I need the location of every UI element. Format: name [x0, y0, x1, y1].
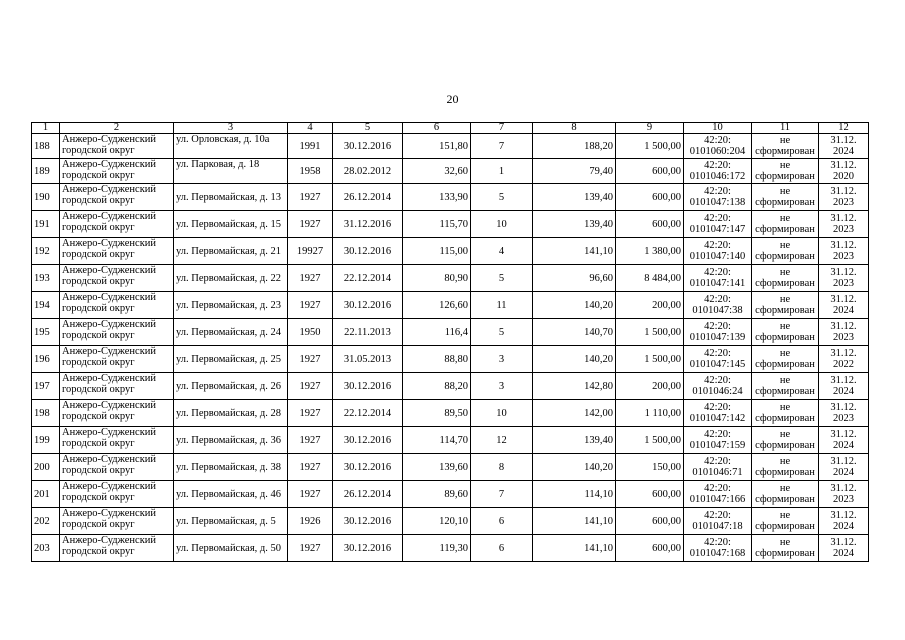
table-cell: не сформирован: [752, 265, 819, 292]
table-cell: 191: [32, 211, 60, 238]
table-cell: 196: [32, 346, 60, 373]
table-cell: 200,00: [616, 373, 684, 400]
table-cell: Анжеро-Судженский городской округ: [60, 346, 174, 373]
table-cell: 88,20: [403, 373, 471, 400]
table-cell: 31.12. 2023: [819, 184, 869, 211]
table-cell: 11: [471, 292, 533, 319]
table-cell: не сформирован: [752, 346, 819, 373]
table-cell: 42:20: 0101046:71: [684, 454, 752, 481]
table-row: [32, 238, 869, 265]
table-cell: 3: [471, 346, 533, 373]
table-cell: 19927: [288, 238, 333, 265]
table-cell: 1927: [288, 211, 333, 238]
table-cell: 203: [32, 535, 60, 562]
table-cell: 88,80: [403, 346, 471, 373]
table-cell: 116,4: [403, 319, 471, 346]
table-cell: 31.12.2016: [333, 211, 403, 238]
table-cell: 140,20: [533, 454, 616, 481]
table-cell: 42:20: 0101047:141: [684, 265, 752, 292]
table-cell: не сформирован: [752, 159, 819, 184]
table-cell: 600,00: [616, 535, 684, 562]
table-cell: 600,00: [616, 184, 684, 211]
table-cell: не сформирован: [752, 319, 819, 346]
table-cell: 30.12.2016: [333, 427, 403, 454]
table-cell: 1927: [288, 400, 333, 427]
table-cell: 31.12. 2023: [819, 481, 869, 508]
table-cell: ул. Первомайская, д. 25: [174, 346, 288, 373]
table-row: [32, 427, 869, 454]
table-cell: 193: [32, 265, 60, 292]
table-cell: 195: [32, 319, 60, 346]
table-cell: ул. Первомайская, д. 28: [174, 400, 288, 427]
table-cell: 42:20: 0101047:142: [684, 400, 752, 427]
table-cell: Анжеро-Судженский городской округ: [60, 427, 174, 454]
table-cell: 42:20: 0101060:204: [684, 134, 752, 159]
table-cell: 89,50: [403, 400, 471, 427]
table-cell: 31.12. 2023: [819, 265, 869, 292]
table-cell: 1950: [288, 319, 333, 346]
table-cell: 126,60: [403, 292, 471, 319]
table-cell: 10: [471, 211, 533, 238]
table-cell: 6: [471, 508, 533, 535]
table-cell: 26.12.2014: [333, 481, 403, 508]
table-row: [32, 184, 869, 211]
table-cell: 192: [32, 238, 60, 265]
table-cell: Анжеро-Судженский городской округ: [60, 508, 174, 535]
table-cell: 42:20: 0101046:24: [684, 373, 752, 400]
table-cell: 31.12. 2023: [819, 238, 869, 265]
table-cell: 142,80: [533, 373, 616, 400]
table-cell: Анжеро-Судженский городской округ: [60, 265, 174, 292]
table-row: [32, 265, 869, 292]
table-cell: 31.12. 2020: [819, 159, 869, 184]
table-cell: 42:20: 0101047:166: [684, 481, 752, 508]
table-row: [32, 508, 869, 535]
register-table: [31, 122, 869, 562]
table-cell: 140,70: [533, 319, 616, 346]
table-cell: 1 500,00: [616, 427, 684, 454]
table-cell: 30.12.2016: [333, 454, 403, 481]
table-cell: 42:20: 0101047:140: [684, 238, 752, 265]
table-cell: 600,00: [616, 159, 684, 184]
table-cell: 198: [32, 400, 60, 427]
table-cell: 31.12. 2022: [819, 346, 869, 373]
table-cell: 114,70: [403, 427, 471, 454]
table-row: [32, 292, 869, 319]
table-cell: 1927: [288, 454, 333, 481]
table-cell: не сформирован: [752, 211, 819, 238]
table-cell: ул. Первомайская, д. 21: [174, 238, 288, 265]
table-cell: 200: [32, 454, 60, 481]
table-row: [32, 319, 869, 346]
table-cell: 31.12. 2024: [819, 373, 869, 400]
table-cell: 1: [471, 159, 533, 184]
table-cell: 199: [32, 427, 60, 454]
table-cell: Анжеро-Судженский городской округ: [60, 319, 174, 346]
table-cell: 201: [32, 481, 60, 508]
table-cell: 1958: [288, 159, 333, 184]
table-cell: ул. Первомайская, д. 36: [174, 427, 288, 454]
table-cell: 31.12. 2024: [819, 292, 869, 319]
table-cell: 22.12.2014: [333, 265, 403, 292]
table-cell: 80,90: [403, 265, 471, 292]
table-cell: Анжеро-Судженский городской округ: [60, 400, 174, 427]
table-cell: 31.12. 2024: [819, 535, 869, 562]
column-header: 2: [60, 123, 174, 134]
table-cell: 30.12.2016: [333, 292, 403, 319]
table-cell: 188,20: [533, 134, 616, 159]
table-cell: 31.12. 2024: [819, 427, 869, 454]
table-cell: ул. Первомайская, д. 5: [174, 508, 288, 535]
table-cell: 188: [32, 134, 60, 159]
table-cell: 115,00: [403, 238, 471, 265]
table-cell: 5: [471, 184, 533, 211]
table-cell: не сформирован: [752, 427, 819, 454]
column-header: 12: [819, 123, 869, 134]
table-cell: 194: [32, 292, 60, 319]
table-cell: 5: [471, 319, 533, 346]
table-cell: 139,60: [403, 454, 471, 481]
table-cell: 6: [471, 535, 533, 562]
column-header: 3: [174, 123, 288, 134]
table-cell: не сформирован: [752, 238, 819, 265]
table-cell: 142,00: [533, 400, 616, 427]
table-cell: 5: [471, 265, 533, 292]
table-cell: 31.12. 2024: [819, 134, 869, 159]
table-cell: 42:20: 0101047:18: [684, 508, 752, 535]
table-cell: 189: [32, 159, 60, 184]
table-cell: 31.12. 2023: [819, 211, 869, 238]
table-cell: не сформирован: [752, 508, 819, 535]
table-cell: 30.12.2016: [333, 134, 403, 159]
table-cell: 31.12. 2023: [819, 319, 869, 346]
table-cell: 600,00: [616, 481, 684, 508]
table-cell: ул. Первомайская, д. 50: [174, 535, 288, 562]
table-cell: не сформирован: [752, 535, 819, 562]
table-cell: 12: [471, 427, 533, 454]
table-cell: 202: [32, 508, 60, 535]
table-cell: 28.02.2012: [333, 159, 403, 184]
table-cell: Анжеро-Судженский городской округ: [60, 211, 174, 238]
table-cell: 139,40: [533, 211, 616, 238]
table-cell: 115,70: [403, 211, 471, 238]
table-cell: ул. Первомайская, д. 46: [174, 481, 288, 508]
column-header: 9: [616, 123, 684, 134]
table-cell: 7: [471, 134, 533, 159]
table-cell: ул. Первомайская, д. 13: [174, 184, 288, 211]
table-cell: 42:20: 0101047:145: [684, 346, 752, 373]
table-cell: 150,00: [616, 454, 684, 481]
table-cell: Анжеро-Судженский городской округ: [60, 454, 174, 481]
table-cell: 30.12.2016: [333, 535, 403, 562]
table-cell: не сформирован: [752, 454, 819, 481]
table-cell: 3: [471, 373, 533, 400]
table-cell: ул. Первомайская, д. 22: [174, 265, 288, 292]
table-cell: 141,10: [533, 535, 616, 562]
table-cell: 151,80: [403, 134, 471, 159]
table-cell: Анжеро-Судженский городской округ: [60, 184, 174, 211]
table-cell: 1 500,00: [616, 134, 684, 159]
table-cell: 1927: [288, 427, 333, 454]
table-cell: 120,10: [403, 508, 471, 535]
table-cell: 200,00: [616, 292, 684, 319]
table-cell: 8 484,00: [616, 265, 684, 292]
table-cell: 140,20: [533, 346, 616, 373]
table-cell: 197: [32, 373, 60, 400]
table-cell: 32,60: [403, 159, 471, 184]
table-row: [32, 211, 869, 238]
table-cell: 42:20: 0101047:38: [684, 292, 752, 319]
table-cell: Анжеро-Судженский городской округ: [60, 292, 174, 319]
table-cell: 141,10: [533, 508, 616, 535]
column-header: 6: [403, 123, 471, 134]
table-cell: ул. Первомайская, д. 23: [174, 292, 288, 319]
table-cell: 4: [471, 238, 533, 265]
table-cell: 31.12. 2023: [819, 400, 869, 427]
table-cell: 133,90: [403, 184, 471, 211]
table-cell: не сформирован: [752, 184, 819, 211]
table-cell: не сформирован: [752, 292, 819, 319]
table-cell: 7: [471, 481, 533, 508]
table-cell: ул. Первомайская, д. 26: [174, 373, 288, 400]
table-cell: 10: [471, 400, 533, 427]
table-cell: 30.12.2016: [333, 508, 403, 535]
column-header: 11: [752, 123, 819, 134]
table-cell: Анжеро-Судженский городской округ: [60, 134, 174, 159]
column-header: 8: [533, 123, 616, 134]
table-cell: 1 500,00: [616, 319, 684, 346]
table-row: [32, 454, 869, 481]
table-cell: 26.12.2014: [333, 184, 403, 211]
table-cell: ул. Первомайская, д. 24: [174, 319, 288, 346]
table-row: [32, 400, 869, 427]
table-row: [32, 373, 869, 400]
table-cell: 42:20: 0101047:168: [684, 535, 752, 562]
table-cell: 139,40: [533, 184, 616, 211]
table-cell: 42:20: 0101047:138: [684, 184, 752, 211]
table-cell: 31.12. 2024: [819, 454, 869, 481]
table-cell: ул. Первомайская, д. 38: [174, 454, 288, 481]
table-cell: 600,00: [616, 508, 684, 535]
table-cell: 42:20: 0101047:147: [684, 211, 752, 238]
table-cell: 31.12. 2024: [819, 508, 869, 535]
table-cell: 30.12.2016: [333, 373, 403, 400]
table-cell: 1991: [288, 134, 333, 159]
table-body: [32, 134, 869, 562]
table-cell: 22.12.2014: [333, 400, 403, 427]
column-header: 1: [32, 123, 60, 134]
table-cell: не сформирован: [752, 481, 819, 508]
table-cell: 600,00: [616, 211, 684, 238]
table-cell: 1927: [288, 535, 333, 562]
table-cell: Анжеро-Судженский городской округ: [60, 159, 174, 184]
table-cell: Анжеро-Судженский городской округ: [60, 535, 174, 562]
table-cell: 1 500,00: [616, 346, 684, 373]
column-header: 5: [333, 123, 403, 134]
table-row: [32, 159, 869, 184]
column-header: 10: [684, 123, 752, 134]
table-cell: 1927: [288, 265, 333, 292]
table-cell: 22.11.2013: [333, 319, 403, 346]
table-cell: ул. Парковая, д. 18: [174, 159, 288, 184]
table-cell: 1926: [288, 508, 333, 535]
table-cell: 1927: [288, 346, 333, 373]
table-cell: 139,40: [533, 427, 616, 454]
table-cell: 1 110,00: [616, 400, 684, 427]
table-cell: 141,10: [533, 238, 616, 265]
table-cell: 1 380,00: [616, 238, 684, 265]
table-cell: 1927: [288, 481, 333, 508]
table-cell: не сформирован: [752, 373, 819, 400]
table-cell: 1927: [288, 373, 333, 400]
table-row: [32, 535, 869, 562]
table-cell: Анжеро-Судженский городской округ: [60, 373, 174, 400]
table-cell: 31.05.2013: [333, 346, 403, 373]
page-number: 20: [446, 92, 459, 106]
table-cell: 42:20: 0101047:139: [684, 319, 752, 346]
table-cell: ул. Первомайская, д. 15: [174, 211, 288, 238]
table-cell: 1927: [288, 292, 333, 319]
table-cell: 42:20: 0101046:172: [684, 159, 752, 184]
table-cell: 89,60: [403, 481, 471, 508]
table-cell: ул. Орловская, д. 10а: [174, 134, 288, 159]
column-header: 7: [471, 123, 533, 134]
table-cell: 42:20: 0101047:159: [684, 427, 752, 454]
table-cell: не сформирован: [752, 134, 819, 159]
table-cell: 119,30: [403, 535, 471, 562]
table-cell: Анжеро-Судженский городской округ: [60, 238, 174, 265]
table-cell: 1927: [288, 184, 333, 211]
table-cell: 8: [471, 454, 533, 481]
table-row: [32, 134, 869, 159]
header-row: [32, 123, 869, 134]
table-cell: 190: [32, 184, 60, 211]
table-cell: 114,10: [533, 481, 616, 508]
column-header: 4: [288, 123, 333, 134]
table-cell: 30.12.2016: [333, 238, 403, 265]
table-cell: 96,60: [533, 265, 616, 292]
table-cell: 79,40: [533, 159, 616, 184]
table-cell: 140,20: [533, 292, 616, 319]
table-row: [32, 346, 869, 373]
table-cell: не сформирован: [752, 400, 819, 427]
table-row: [32, 481, 869, 508]
table-cell: Анжеро-Судженский городской округ: [60, 481, 174, 508]
